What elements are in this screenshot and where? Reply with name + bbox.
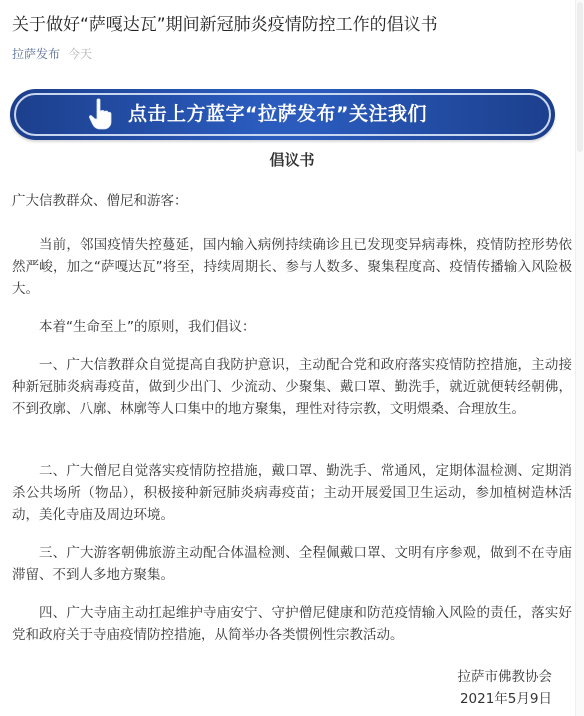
paragraph-context: 当前，邻国疫情失控蔓延，国内输入病例持续确诊且已发现变异病毒株，疫情防控形势依然严峻，加之“萨嘎达瓦”将至，持续周期长、参与人数多、聚集程度高、疫情传播输入风险极大。	[12, 237, 572, 297]
follow-banner[interactable]	[10, 89, 555, 140]
document-date: 2021年5月9日	[459, 691, 552, 707]
article-meta	[12, 46, 92, 62]
publish-time: 今天	[68, 47, 93, 61]
scrollbar[interactable]	[575, 0, 584, 716]
banner-text: 点击上方蓝字“拉萨发布”关注我们	[128, 103, 427, 125]
scrollbar-thumb[interactable]	[577, 2, 583, 152]
paragraph-item-4: 四、广大寺庙主动扛起维护寺庙安宁、守护僧尼健康和防范疫情输入风险的责任，落实好党和政府关于寺庙疫情防控措施，从简举办各类惯例性宗教活动。	[12, 605, 572, 643]
author-link[interactable]: 拉萨发布	[12, 47, 61, 61]
paragraph-item-3: 三、广大游客朝佛旅游主动配合体温检测、全程佩戴口罩、文明有序参观，做到不在寺庙滞留、不到人多地方聚集。	[12, 545, 572, 583]
paragraph-principle: 本着“生命至上”的原则，我们倡议：	[39, 319, 256, 335]
article-title: 关于做好“萨嘎达瓦”期间新冠肺炎疫情防控工作的倡议书	[12, 15, 438, 35]
pointing-hand-icon	[88, 98, 112, 130]
signature: 拉萨市佛教协会	[457, 669, 552, 685]
paragraph-item-1: 一、广大信教群众自觉提高自我防护意识，主动配合党和政府落实疫情防控措施，主动接种新冠肺炎病毒疫苗，做到少出门、少流动、少聚集、戴口罩、勤洗手，就近就便转经朝佛，不到孜廓、八廓、林廓等人口集中的地方聚集，理性对待宗教，文明煨桑、合理放生。	[12, 357, 572, 417]
paragraph-item-2: 二、广大僧尼自觉落实疫情防控措施，戴口罩、勤洗手、常通风，定期体温检测、定期消杀公共场所（物品），积极接种新冠肺炎病毒疫苗；主动开展爱国卫生运动，参加植树造林活动，美化寺庙及周边环境。	[12, 463, 572, 523]
document-heading: 倡议书	[269, 151, 315, 169]
salutation: 广大信教群众、僧尼和游客：	[12, 193, 188, 209]
